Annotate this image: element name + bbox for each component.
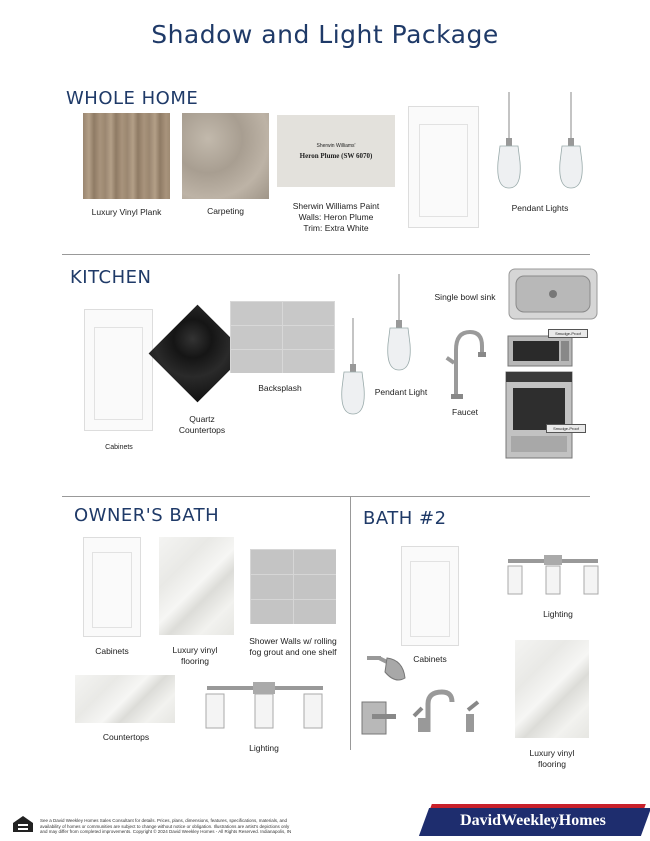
disclaimer-line-1: See a David Weekley Homes Sales Consultant for details. Prices, plans, dimensions, features, specifications, materials, and bbox=[40, 818, 288, 823]
section-heading-bath-2: BATH #2 bbox=[363, 508, 447, 529]
logo-text: DavidWeekleyHomes bbox=[460, 812, 606, 829]
faucet-label: Faucet bbox=[452, 407, 478, 417]
smudge-proof-badge: Smudge-Proof bbox=[548, 329, 588, 338]
bath2-faucet-icon bbox=[412, 684, 480, 736]
paint-label-line-1: Sherwin Williams Paint bbox=[292, 201, 380, 211]
quartz-label-line-1: Quartz bbox=[189, 414, 215, 424]
pendant-lights-label: Pendant Lights bbox=[511, 203, 569, 213]
paint-swatch bbox=[277, 115, 395, 187]
quartz-label-line-2: Countertops bbox=[178, 425, 226, 435]
carpet-swatch bbox=[182, 113, 269, 199]
footer-disclaimer bbox=[40, 818, 360, 835]
divider-vertical bbox=[350, 497, 351, 750]
bath2-cabinet-door bbox=[401, 546, 459, 646]
paint-swatch-name: Heron Plume (SW 6070) bbox=[299, 152, 373, 160]
section-heading-kitchen: KITCHEN bbox=[70, 267, 152, 288]
carpet-label: Carpeting bbox=[207, 206, 244, 216]
bath2-flooring-swatch bbox=[515, 640, 589, 738]
whole-home-cabinet-door bbox=[408, 106, 479, 228]
shower-head-icon bbox=[365, 650, 413, 690]
paint-label-line-2: Walls: Heron Plume bbox=[298, 212, 374, 222]
sink-label: Single bowl sink bbox=[434, 292, 496, 302]
backsplash-label: Backsplash bbox=[258, 383, 302, 393]
kitchen-cabinet-door bbox=[84, 309, 153, 431]
sink-icon bbox=[508, 268, 598, 320]
shower-walls-label bbox=[243, 636, 343, 658]
page-title: Shadow and Light Package bbox=[151, 20, 499, 49]
quartz-label bbox=[163, 414, 241, 436]
pendant-light-label: Pendant Light bbox=[374, 387, 428, 397]
owners-bath-vanity-light-icon bbox=[203, 680, 327, 732]
countertops-label: Countertops bbox=[102, 732, 150, 742]
shower-walls-line-1: Shower Walls w/ rolling bbox=[249, 636, 337, 646]
bath2-vanity-light-icon bbox=[506, 555, 600, 597]
section-heading-owners-bath: OWNER'S BATH bbox=[74, 505, 220, 526]
paint-label-line-3: Trim: Extra White bbox=[303, 223, 369, 233]
lvp-label: Luxury Vinyl Plank bbox=[91, 207, 162, 217]
owners-bath-lighting-label: Lighting bbox=[249, 743, 279, 753]
owners-bath-cabinet-door bbox=[83, 537, 141, 637]
luxury-vinyl-plank-swatch bbox=[83, 113, 170, 199]
bath2-flooring-label bbox=[510, 748, 594, 770]
david-weekley-homes-logo bbox=[420, 798, 646, 838]
divider bbox=[62, 496, 590, 497]
shower-wall-tile-swatch bbox=[250, 549, 336, 624]
kitchen-cabinets-label: Cabinets bbox=[105, 444, 133, 451]
owners-bath-cabinets-label: Cabinets bbox=[95, 646, 129, 656]
owners-bath-flooring-line-1: Luxury vinyl bbox=[172, 645, 218, 655]
shower-walls-line-2: fog grout and one shelf bbox=[249, 647, 337, 657]
paint-label bbox=[270, 201, 402, 234]
disclaimer-line-2: availability of homes or communities are subject to change without notice or obligation. Illustrations are artist's depictions only bbox=[40, 823, 290, 829]
owners-bath-flooring-label bbox=[154, 645, 236, 667]
section-heading-whole-home: WHOLE HOME bbox=[66, 88, 199, 109]
backsplash-swatch bbox=[230, 301, 335, 373]
countertops-swatch bbox=[75, 675, 175, 723]
bath2-flooring-line-2: flooring bbox=[538, 759, 566, 769]
owners-bath-flooring-line-2: flooring bbox=[181, 656, 209, 666]
shower-valve-icon bbox=[360, 700, 404, 736]
divider bbox=[62, 254, 590, 255]
smudge-proof-badge: Smudge-Proof bbox=[546, 424, 586, 433]
bath2-lighting-label: Lighting bbox=[543, 609, 573, 619]
faucet-icon bbox=[442, 328, 488, 400]
range-microwave-icon bbox=[505, 332, 583, 460]
equal-housing-icon bbox=[12, 815, 34, 833]
paint-swatch-brand: Sherwin Williams' bbox=[316, 143, 356, 149]
bath2-flooring-line-1: Luxury vinyl bbox=[529, 748, 575, 758]
bath2-cabinets-label: Cabinets bbox=[413, 654, 447, 664]
pendant-lights-icon bbox=[490, 92, 590, 192]
owners-bath-flooring-swatch bbox=[159, 537, 234, 635]
disclaimer-line-3: and may differ from completed improvements. Copyright © 2024 David Weekley Homes - All Rights Reserved. Indianapolis, IN bbox=[40, 829, 292, 834]
